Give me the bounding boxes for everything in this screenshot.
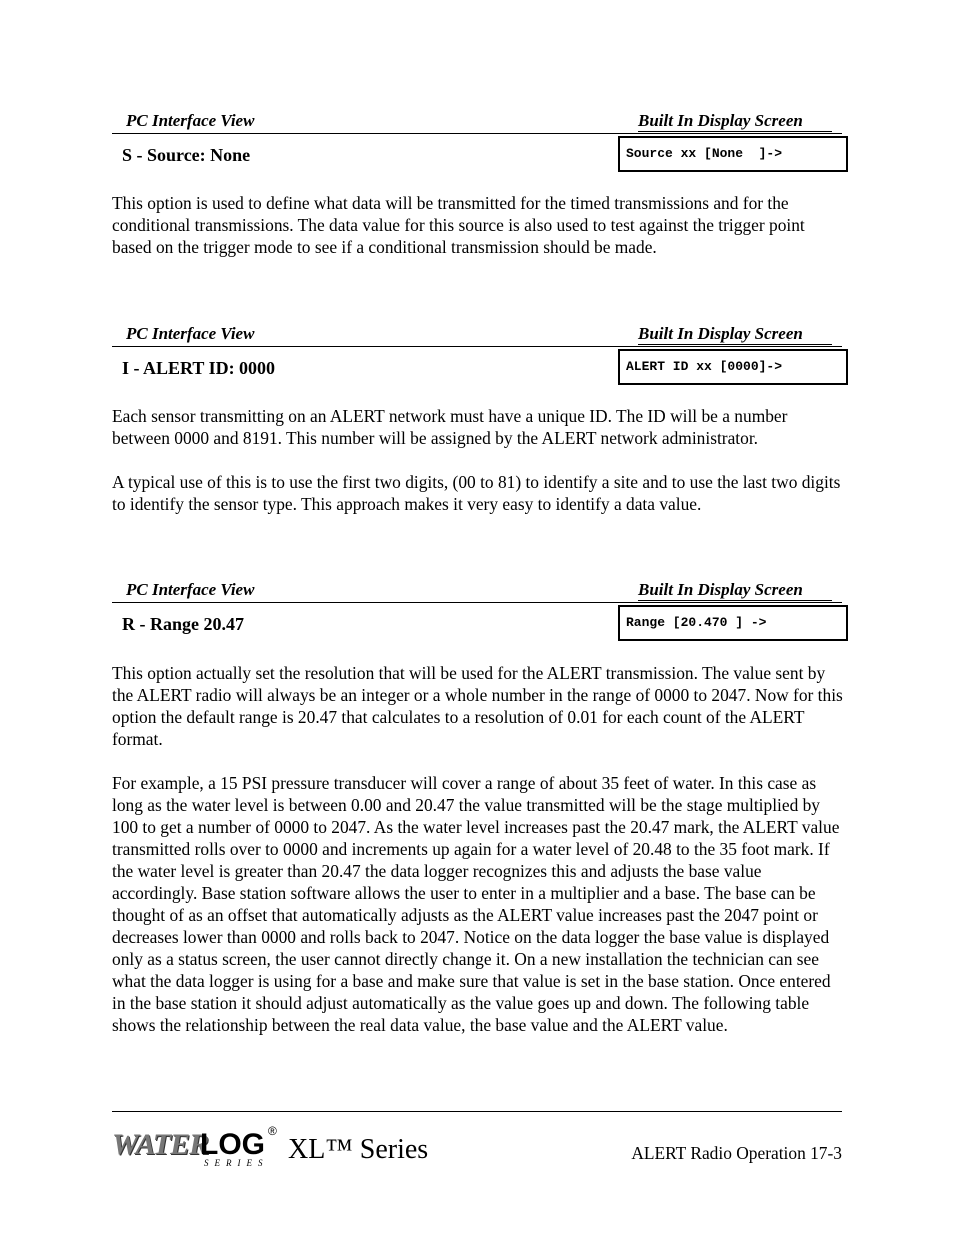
command-row [112, 347, 842, 383]
section-header [112, 580, 842, 603]
pc-interface-view-label: PC Interface View [126, 111, 255, 130]
command-label: R - Range 20.47 [122, 614, 244, 634]
section-header [112, 324, 842, 347]
registered-mark: ® [268, 1124, 277, 1138]
waterlog-logo [112, 1124, 282, 1172]
paragraph: This option actually set the resolution that will be used for the ALERT transmission. The value sent by the ALERT radio will always be an integer or a whole number in the range of 0000 to 2047. Now for this option the default range is 20.47 that calculates to a resolution of 0.01 for each count of the ALERT format. [112, 663, 843, 749]
command-row [112, 134, 842, 170]
page-reference: ALERT Radio Operation 17-3 [631, 1143, 842, 1163]
product-name: XL™ Series [288, 1134, 429, 1165]
display-screen: Source xx [None ]-> [618, 136, 848, 172]
pc-interface-view-label: PC Interface View [126, 324, 255, 343]
logo-water-text: WATER [112, 1128, 209, 1161]
section-range [112, 580, 842, 639]
paragraph: This option is used to define what data will be transmitted for the timed transmissions and for the conditional transmissions. The data value for this source is also used to test against the trigger point based on the trigger mode to see if a conditional transmission should be made. [112, 193, 805, 257]
logo-log-text: LOG [200, 1128, 265, 1161]
section-header [112, 111, 842, 134]
built-in-display-label: Built In Display Screen [638, 580, 832, 601]
logo-series-text: SERIES [204, 1158, 269, 1168]
built-in-display-label: Built In Display Screen [638, 324, 832, 345]
pc-interface-view-label: PC Interface View [126, 580, 255, 599]
paragraph: Each sensor transmitting on an ALERT network must have a unique ID. The ID will be a number between 0000 and 8191. This number will be assigned by the ALERT network administrator. [112, 406, 788, 448]
display-screen: ALERT ID xx [0000]-> [618, 349, 848, 385]
section-source [112, 111, 842, 170]
command-label: I - ALERT ID: 0000 [122, 358, 276, 378]
command-label: S - Source: None [122, 145, 251, 165]
paragraph: For example, a 15 PSI pressure transducer will cover a range of about 35 feet of water. In this case as long as the water level is between 0.00 and 20.47 the value transmitted will be the stage multiplied by 100 to get a number of 0000 to 2047. As the water level increases past the 20.47 mark, the ALERT value transmitted rolls over to 0000 and increments up again for a water level of 20.48 to the 35 foot mark. If the water level is greater than 20.47 the data logger recognizes this and adjusts the base value accordingly. Base station software allows the user to enter in a multiplier and a base. The base can be thought of as an offset that automatically adjusts as the ALERT value increases past the 2047 point or decreases lower than 0000 and rolls back to 2047. Notice on the data logger the base value is displayed only as a status screen, the user cannot directly change it. On a new installation the technician can see what the data logger is using for a base and make sure that value is set in the base station. Once entered in the base station it should adjust automatically as the value goes up and down. The following table shows the relationship between the real data value, the base value and the ALERT value. [112, 773, 840, 1035]
command-row [112, 603, 842, 639]
built-in-display-label: Built In Display Screen [638, 111, 832, 132]
paragraph: A typical use of this is to use the first two digits, (00 to 81) to identify a site and to use the last two digits to identify the sensor type. This approach makes it very easy to identify a data value. [112, 472, 841, 514]
display-screen: Range [20.470 ] -> [618, 605, 848, 641]
footer-divider [112, 1111, 842, 1112]
section-alert-id [112, 324, 842, 383]
